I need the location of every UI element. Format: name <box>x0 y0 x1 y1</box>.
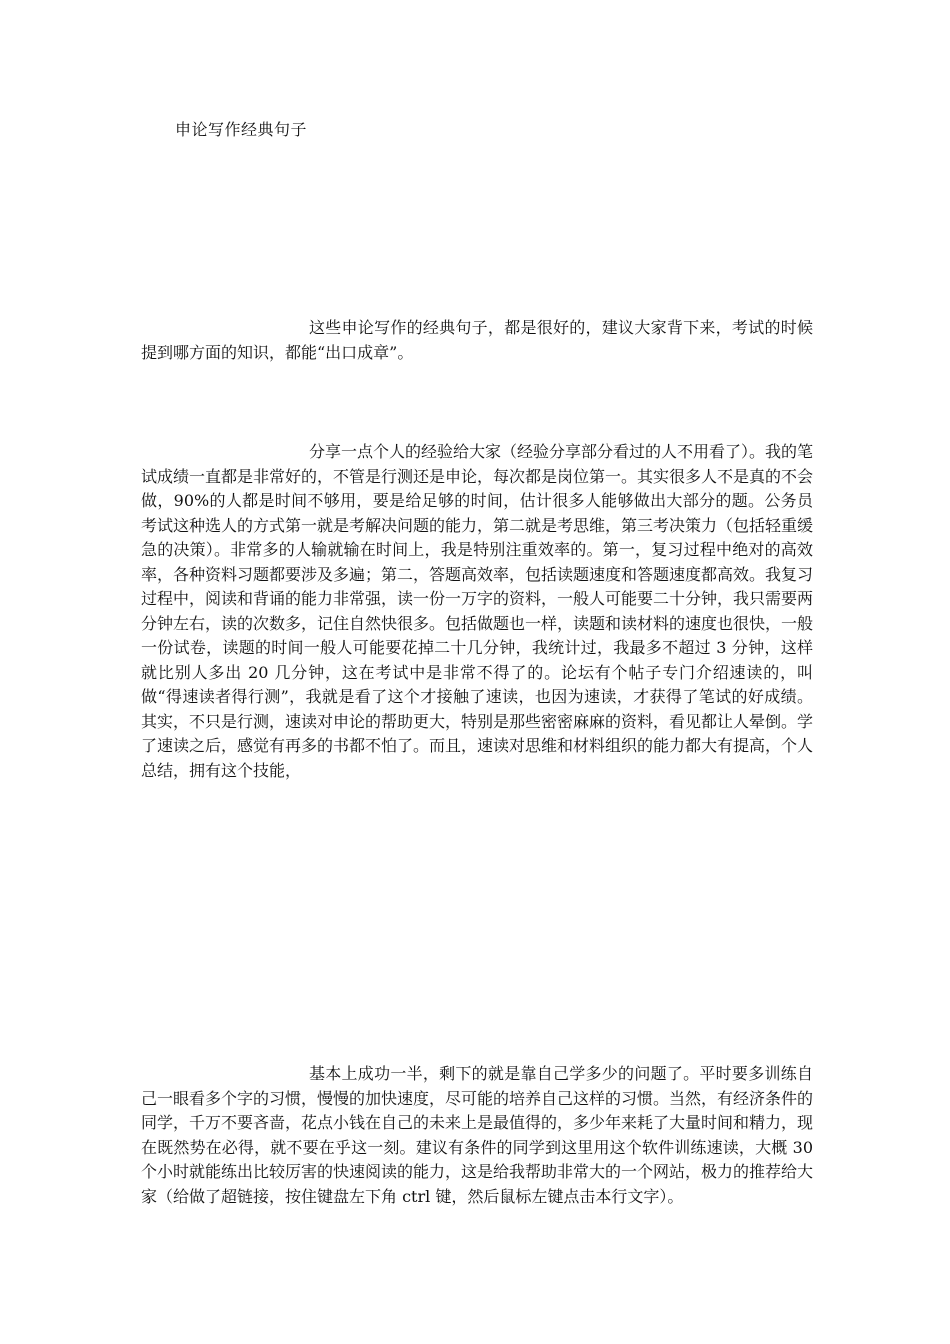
paragraph-intro: 这些申论写作的经典句子，都是很好的，建议大家背下来，考试的时候提到哪方面的知识，都能“出口成章”。 <box>141 318 813 362</box>
document-title: 申论写作经典句子 <box>175 120 308 139</box>
paragraph-experience: 分享一点个人的经验给大家（经验分享部分看过的人不用看了）。我的笔试成绩一直都是非常好的，不管是行测还是申论，每次都是岗位第一。其实很多人不是真的不会做，90%的人都是时间不够用，要是给足够的时间，估计很多人能够做出大部分的题。公务员考试这种选人的方式第一就是考解决问题的能力，第二就是考思维，第三考决策力（包括轻重缓急的决策）。非常多的人输就输在时间上，我是特别注重效率的。第一，复习过程中绝对的高效率，各种资料习题都要涉及多遍；第二，答题高效率，包括读题速度和答题速度都高效。我复习过程中，阅读和背诵的能力非常强，读一份一万字的资料，一般人可能要二十分钟，我只需要两分钟左右，读的次数多，记住自然快很多。包括做题也一样，读题和读材料的速度也很快，一般一份试卷，读题的时间一般人可能要花掉二十几分钟，我统计过，我最多不超过 3 分钟，这样就比别人多出 20 几分钟，这在考试中是非常不得了的。论坛有个帖子专门介绍速读的，叫做“得速读者得行测”，我就是看了这个才接触了速读，也因为速读，才获得了笔试的好成绩。其实，不只是行测，速读对申论的帮助更大，特别是那些密密麻麻的资料，看见都让人晕倒。学了速读之后，感觉有再多的书都不怕了。而且，速读对思维和材料组织的能力都大有提高，个人总结，拥有这个技能， <box>141 442 814 780</box>
paragraph-recommendation[interactable]: 基本上成功一半，剩下的就是靠自己学多少的问题了。平时要多训练自己一眼看多个字的习惯，慢慢的加快速度，尽可能的培养自己这样的习惯。当然，有经济条件的同学，千万不要吝啬，花点小钱在自己的未来上是最值得的，多少年来耗了大量时间和精力，现在既然势在必得，就不要在乎这一刻。建议有条件的同学到这里用这个软件训练速读，大概 30 个小时就能练出比较厉害的快速阅读的能力，这是给我帮助非常大的一个网站，极力的推荐给大家（给做了超链接，按住键盘左下角 ctrl 键，然后鼠标左键点击本行文字）。 <box>141 1064 814 1206</box>
